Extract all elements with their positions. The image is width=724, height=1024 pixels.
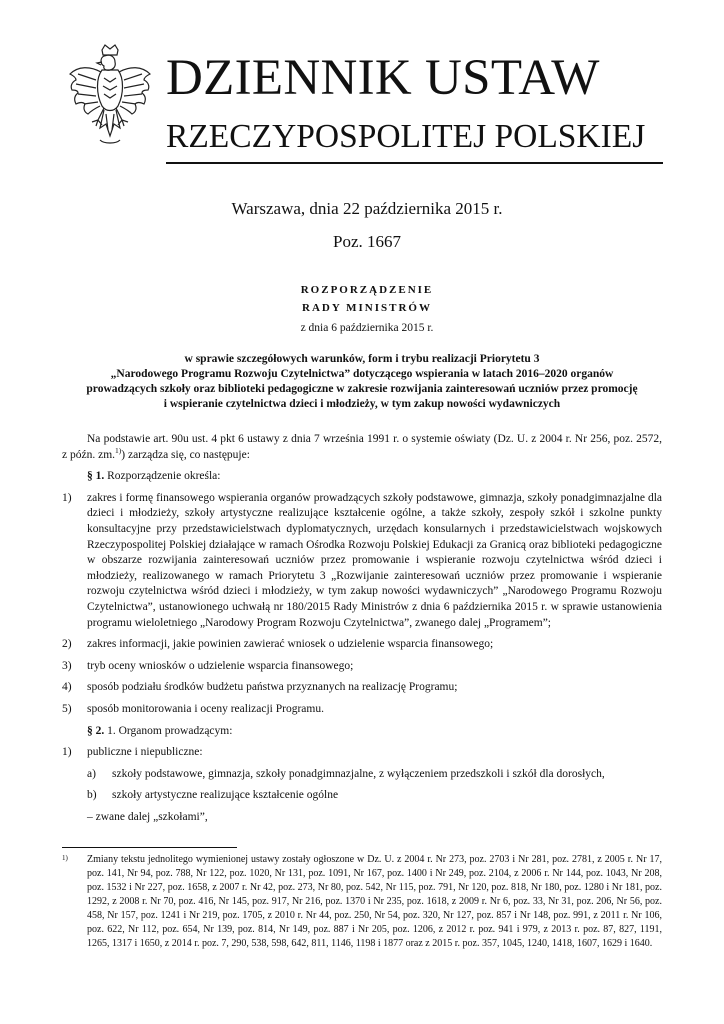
list-item [62, 637, 662, 653]
trailer-text: – zwane dalej „szkołami”, [87, 810, 208, 823]
preamble-text-end: ) zarządza się, co następuje: [121, 448, 250, 461]
section-1-heading [62, 469, 662, 485]
preamble-text: Na podstawie art. 90u ust. 4 pkt 6 ustawy z dnia 7 września 1991 r. o systemie oświaty (Dz. U. z 2004 r. Nr 256, poz. 2572, z późn. zm. [62, 433, 662, 461]
list-item [62, 659, 662, 675]
item-text: tryb oceny wniosków o udzielenie wsparcia finansowego; [87, 659, 354, 672]
section-text: 1. Organom prowadzącym: [104, 724, 233, 737]
sub-item-text: szkoły artystyczne realizujące kształcenie ogólne [112, 789, 339, 802]
act-issued-date: z dnia 6 października 2015 r. [300, 322, 434, 334]
journal-subtitle: RZECZYPOSPOLITEJ POLSKIEJ [166, 118, 646, 155]
footnote-ref: 1) [115, 445, 122, 455]
polish-eagle-emblem-icon [66, 44, 154, 152]
section-2-heading [62, 724, 662, 740]
list-item [62, 702, 662, 718]
sub-item-letter: a) [87, 767, 96, 780]
item-number: 4) [62, 681, 72, 694]
section-mark: § 1. [87, 470, 105, 483]
act-issuer: RADY MINISTRÓW [302, 302, 432, 314]
footnote [62, 853, 662, 951]
item-text: sposób monitorowania i oceny realizacji Programu. [87, 702, 324, 715]
item-number: 2) [62, 638, 72, 651]
item-text: zakres informacji, jakie powinien zawierać wniosek o udzielenie wsparcia finansowego; [87, 638, 494, 651]
preamble [62, 432, 662, 463]
footnote-rule [62, 847, 237, 848]
list-item [62, 680, 662, 696]
subject-line: „Narodowego Programu Rozwoju Czytelnictwa” dotyczącego wspierania w latach 2016–2020 organów [110, 368, 614, 380]
section-text: Rozporządzenie określa: [104, 470, 221, 483]
footnote-number: 1) [62, 854, 68, 862]
item-number: 3) [62, 659, 72, 672]
publication-date: Warszawa, dnia 22 października 2015 r. [231, 199, 503, 218]
sub-item [62, 767, 662, 783]
sub-item-letter: b) [87, 789, 97, 802]
subject-line: i wspieranie czytelnictwa dzieci i młodzieży, w tym zakup nowości wydawniczych [163, 398, 561, 410]
footnote-text: Zmiany tekstu jednolitego wymienionej ustawy zostały ogłoszone w Dz. U. z 2004 r. Nr 273, poz. 2703 i Nr 281, poz. 2781, z 2005 r. Nr 17, poz. 141, Nr 94, poz. 788, Nr 122, poz. 1020, Nr 131, poz. 1091, Nr 167, poz. 1400 i Nr 249, poz. 2104, z 2006 r. Nr 144, poz. 1043, Nr 208, poz. 1532 i Nr 227, poz. 1658, z 2007 r. Nr 42, poz. 273, Nr 80, poz. 542, Nr 115, poz. 791, Nr 120, poz. 818, Nr 180, poz. 1280 i Nr 181, poz. 1292, z 2008 r. Nr 70, poz. 416, Nr 145, poz. 917, Nr 216, poz. 1370 i Nr 235, poz. 1618, z 2009 r. Nr 6, poz. 33, Nr 31, poz. 206, Nr 56, poz. 458, Nr 157, poz. 1241 i Nr 219, poz. 1705, z 2010 r. Nr 44, poz. 250, Nr 54, poz. 320, Nr 127, poz. 857 i Nr 148, poz. 991, z 2011 r. Nr 106, poz. 622, Nr 112, poz. 654, Nr 139, poz. 814, Nr 149, poz. 887 i Nr 205, poz. 1206, z 2012 r. poz. 941 i 979, z 2013 r. poz. 87, 827, 1191, 1265, 1317 i 1650, z 2014 r. poz. 7, 290, 538, 598, 642, 811, 1146, 1198 i 1877 oraz z 2015 r. poz. 357, 1045, 1240, 1418, 1607, 1629 i 1640. [87, 854, 662, 949]
act-subject [62, 352, 662, 412]
act-body [62, 432, 662, 825]
list-item [62, 745, 662, 761]
sub-item-text: szkoły podstawowe, gimnazja, szkoły ponadgimnazjalne, z wyłączeniem przedszkoli i szkół dla dorosłych, [112, 767, 605, 780]
item-text: sposób podziału środków budżetu państwa przyznanych na realizację Programu; [87, 681, 458, 694]
header-rule [166, 162, 663, 164]
subject-line: w sprawie szczegółowych warunków, form i trybu realizacji Priorytetu 3 [184, 353, 540, 365]
item-number: 1) [62, 491, 72, 504]
item-number: 5) [62, 702, 72, 715]
journal-title: DZIENNIK USTAW [166, 50, 600, 106]
position-number: Poz. 1667 [333, 232, 401, 251]
sub-item [62, 788, 662, 804]
list-item [62, 491, 662, 631]
item-number: 1) [62, 746, 72, 759]
item-text: publiczne i niepubliczne: [87, 746, 203, 759]
subject-line: prowadzących szkoły oraz biblioteki pedagogiczne w zakresie rozwijania zainteresowań uczniów przez promocję [86, 383, 638, 395]
act-type: ROZPORZĄDZENIE [300, 284, 434, 296]
section-mark: § 2. [87, 724, 105, 737]
list-trailer [62, 810, 662, 826]
item-text: zakres i formę finansowego wspierania organów prowadzących szkoły podstawowe, gimnazja, szkoły ponadgimnazjalne dla dzieci i młodzieży, szkoły artystyczne realizujące kształcenie ogólne, a także szkoły, zespoły szkół i szkolne punkty konsultacyjne przy przedstawicielstwach dyplomatycznych, urzędach konsularnych i przedstawicielstwach wojskowych Rzeczypospolitej Polskiej działające w ramach Ośrodka Rozwoju Polskiej Edukacji za Granicą oraz biblioteki pedagogiczne w obszarze rozwijania zainteresowań uczniów przez promowanie i wspieranie rozwoju czytelnictwa wśród dzieci i młodzieży, realizowanego w ramach Priorytetu 3 „Rozwijanie zainteresowań uczniów przez promowanie i wspieranie rozwoju czytelnictwa wśród dzieci i młodzieży, w tym zakup nowości wydawniczych” „Narodowego Programu Rozwoju Czytelnictwa”, ustanowionego uchwałą nr 180/2015 Rady Ministrów z dnia 6 października 2015 r. w sprawie ustanowienia programu wieloletniego „Narodowy Program Rozwoju Czytelnictwa”, zwanego dalej „Programem”; [87, 491, 662, 629]
